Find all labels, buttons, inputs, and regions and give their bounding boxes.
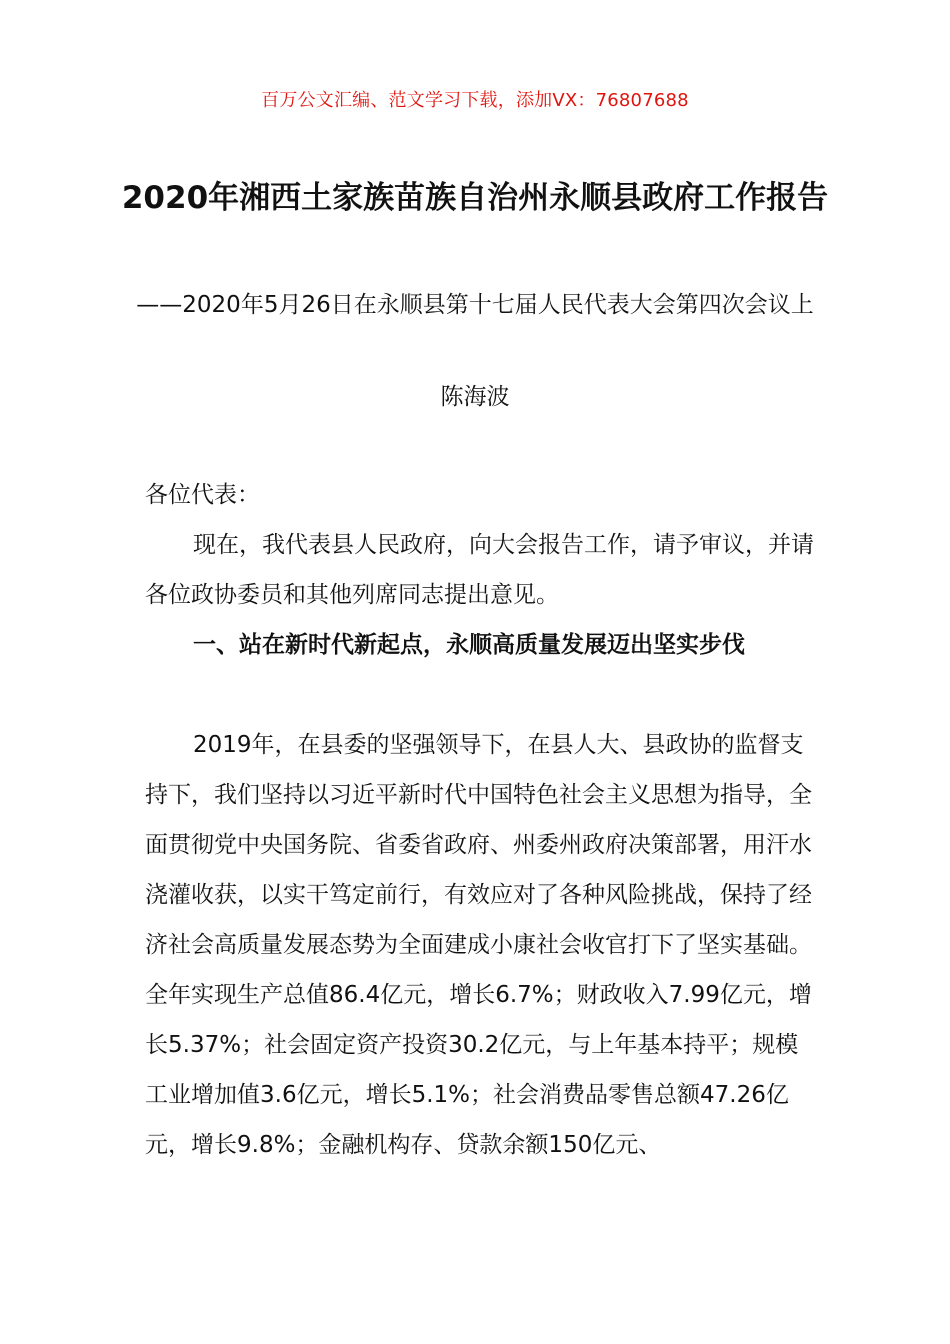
section-heading: 一、站在新时代新起点，永顺高质量发展迈出坚实步伐 (193, 632, 745, 658)
report-author: 陈海波 (440, 384, 510, 410)
report-subtitle: ——2020年5月26日在永顺县第十七届人民代表大会第四次会议上 (136, 292, 814, 318)
intro-paragraph: 现在，我代表县人民政府，向大会报告工作，请予审议，并请各位政协委员和其他列席同志提出意见。 (145, 532, 814, 608)
report-title: 2020年湘西土家族苗族自治州永顺县政府工作报告 (121, 180, 829, 216)
body-paragraph: 2019年，在县委的坚强领导下，在县人大、县政协的监督支持下，我们坚持以习近平新时代中国特色社会主义思想为指导，全面贯彻党中央国务院、省委省政府、州委州政府决策部署，用汗水浇灌收获，以实干笃定前行，有效应对了各种风险挑战，保持了经济社会高质量发展态势为全面建成小康社会收官打下了坚实基础。全年实现生产总值86.4亿元，增长6.7%；财政收入7.99亿元，增长5.37%；社会固定资产投资30.2亿元，与上年基本持平；规模工业增加值3.6亿元，增长5.1%；社会消费品零售总额47.26亿元，增长9.8%；金融机构存、贷款余额150亿元、 (145, 732, 812, 1158)
salutation: 各位代表： (145, 482, 260, 508)
watermark-banner: 百万公文汇编、范文学习下载，添加VX：76807688 (261, 90, 689, 111)
